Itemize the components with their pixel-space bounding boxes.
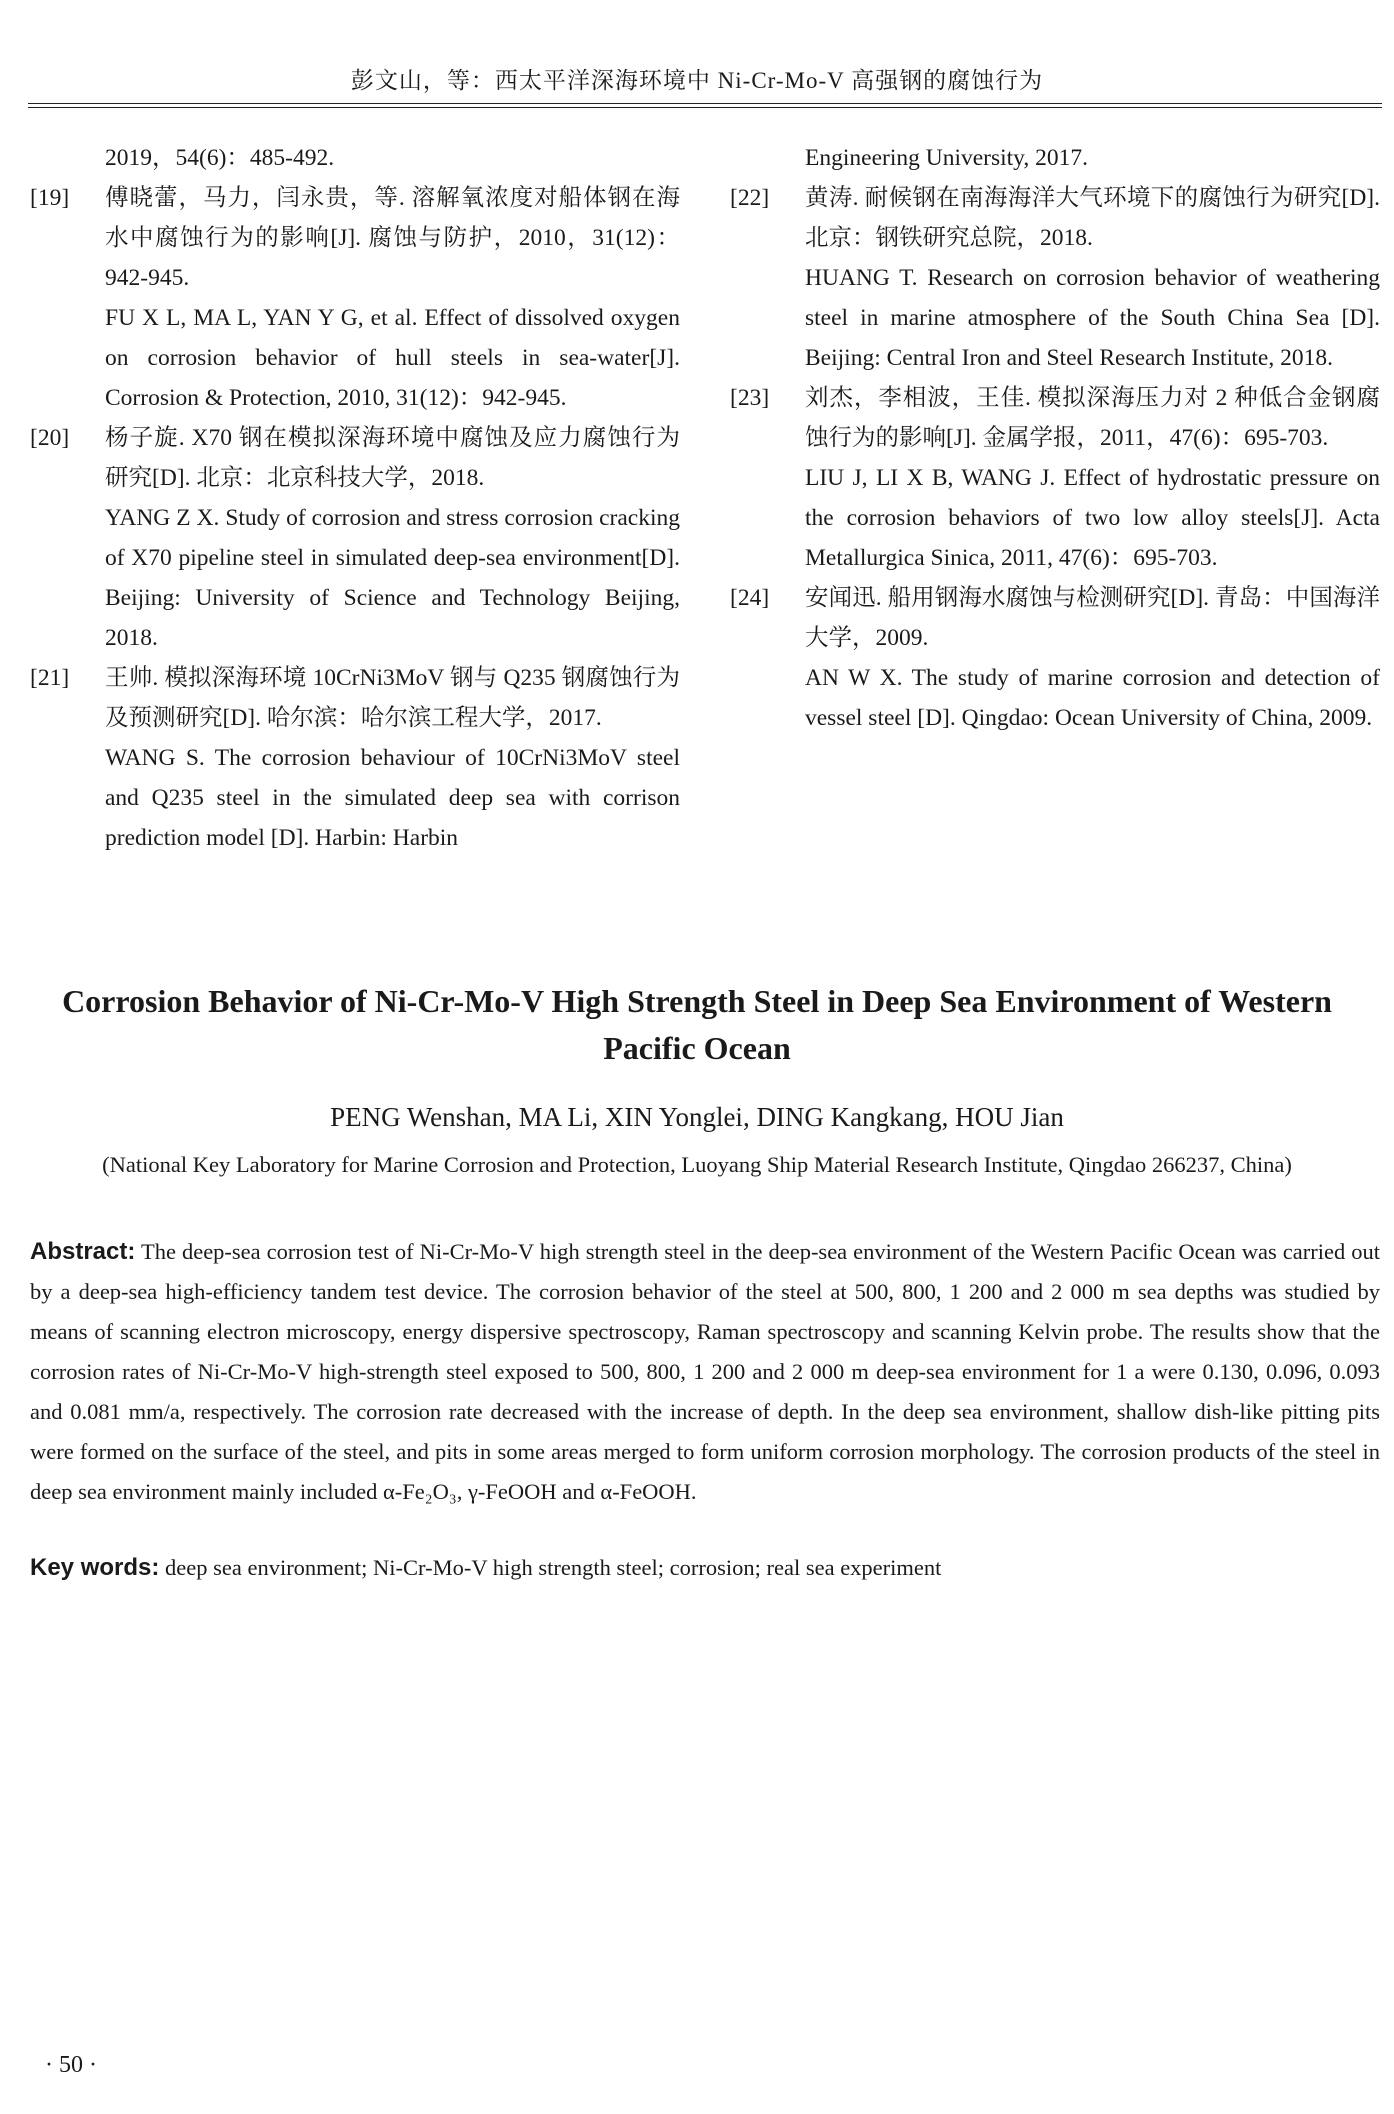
reference-21 [30, 658, 680, 858]
reference-number: [23] [730, 385, 770, 411]
header-rule [28, 103, 1382, 104]
reference-number: [21] [30, 665, 70, 691]
reference-english: WANG S. The corrosion behaviour of 10CrNi3MoV steel and Q235 steel in the simulated deep sea with corrison prediction model [D]. Harbin: Harbin [105, 745, 680, 851]
reference-continuation: Engineering University, 2017. [805, 145, 1089, 171]
reference-number: [24] [730, 585, 770, 611]
reference-number: [20] [30, 425, 70, 451]
reference-continuation: 2019，54(6)：485-492. [105, 145, 335, 171]
running-header: 彭文山，等：西太平洋深海环境中 Ni-Cr-Mo-V 高强钢的腐蚀行为 [350, 68, 1044, 93]
reference-english: FU X L, MA L, YAN Y G, et al. Effect of dissolved oxygen on corrosion behavior of hull steels in sea-water[J]. Corrosion & Protection, 2010, 31(12)：942-945. [105, 305, 680, 411]
reference-chinese: 刘杰，李相波，王佳. 模拟深海压力对 2 种低合金钢腐蚀行为的影响[J]. 金属学报，2011，47(6)：695-703. [805, 385, 1380, 451]
reference-19 [30, 178, 680, 418]
abstract-text: The deep-sea corrosion test of Ni-Cr-Mo-V high strength steel in the deep-sea environment of the Western Pacific Ocean was carried out by a deep-sea high-efficiency tandem test device. The corrosion behavior of the steel at 500, 800, 1 200 and 2 000 m sea depths was studied by means of scanning electron microscopy, energy dispersive spectroscopy, Raman spectroscopy and scanning Kelvin probe. The results show that the corrosion rates of Ni-Cr-Mo-V high-strength steel exposed to 500, 800, 1 200 and 2 000 m deep-sea environment for 1 a were 0.130, 0.096, 0.093 and 0.081 mm/a, respectively. The corrosion rate decreased with the increase of depth. In the deep sea environment, shallow dish-like pitting pits were formed on the surface of the steel, and pits in some areas merged to form uniform corrosion morphology. The corrosion products of the steel in deep sea environment mainly included α-Fe₂O₃, γ-FeOOH and α-FeOOH. [30, 1239, 1381, 1504]
reference-number: [22] [730, 185, 770, 211]
references-left-column [30, 138, 680, 858]
author-list: PENG Wenshan, MA Li, XIN Yonglei, DING Kangkang, HOU Jian [330, 1102, 1064, 1132]
reference-chinese: 安闻迅. 船用钢海水腐蚀与检测研究[D]. 青岛：中国海洋大学，2009. [805, 585, 1380, 651]
reference-english: AN W X. The study of marine corrosion and detection of vessel steel [D]. Qingdao: Ocean University of China, 2009. [805, 665, 1380, 731]
reference-english: YANG Z X. Study of corrosion and stress corrosion cracking of X70 pipeline steel in simulated deep-sea environment[D]. Beijing: University of Science and Technology Beijing, 2018. [105, 505, 680, 651]
reference-22 [730, 178, 1380, 378]
references-right-column [730, 138, 1380, 738]
abstract [30, 1232, 1380, 1512]
keywords-label: Key words: [30, 1554, 160, 1581]
affiliation: (National Key Laboratory for Marine Corrosion and Protection, Luoyang Ship Material Research Institute, Qingdao 266237, China) [102, 1152, 1292, 1177]
reference-chinese: 傅晓蕾，马力，闫永贵，等. 溶解氧浓度对船体钢在海水中腐蚀行为的影响[J]. 腐蚀与防护，2010，31(12)：942-945. [105, 185, 680, 291]
reference-chinese: 黄涛. 耐候钢在南海海洋大气环境下的腐蚀行为研究[D]. 北京：钢铁研究总院，2018. [805, 185, 1380, 251]
reference-chinese: 王帅. 模拟深海环境 10CrNi3MoV 钢与 Q235 钢腐蚀行为及预测研究[D]. 哈尔滨：哈尔滨工程大学，2017. [105, 665, 680, 731]
keywords-text: deep sea environment; Ni-Cr-Mo-V high strength steel; corrosion; real sea experiment [165, 1555, 942, 1580]
keywords [30, 1548, 1380, 1588]
header-rule-thin [28, 107, 1382, 108]
reference-23 [730, 378, 1380, 578]
reference-english: HUANG T. Research on corrosion behavior of weathering steel in marine atmosphere of the South China Sea [D]. Beijing: Central Iron and Steel Research Institute, 2018. [805, 265, 1380, 371]
reference-20 [30, 418, 680, 658]
reference-24 [730, 578, 1380, 738]
reference-chinese: 杨子旋. X70 钢在模拟深海环境中腐蚀及应力腐蚀行为研究[D]. 北京：北京科技大学，2018. [105, 425, 680, 491]
page-number: · 50 · [45, 2052, 97, 2078]
reference-english: LIU J, LI X B, WANG J. Effect of hydrostatic pressure on the corrosion behaviors of two low alloy steels[J]. Acta Metallurgica Sinica, 2011, 47(6)：695-703. [805, 465, 1380, 571]
english-title: Corrosion Behavior of Ni-Cr-Mo-V High Strength Steel in Deep Sea Environment of Western Pacific Ocean [62, 983, 1332, 1066]
reference-number: [19] [30, 185, 70, 211]
abstract-label: Abstract: [30, 1238, 136, 1265]
